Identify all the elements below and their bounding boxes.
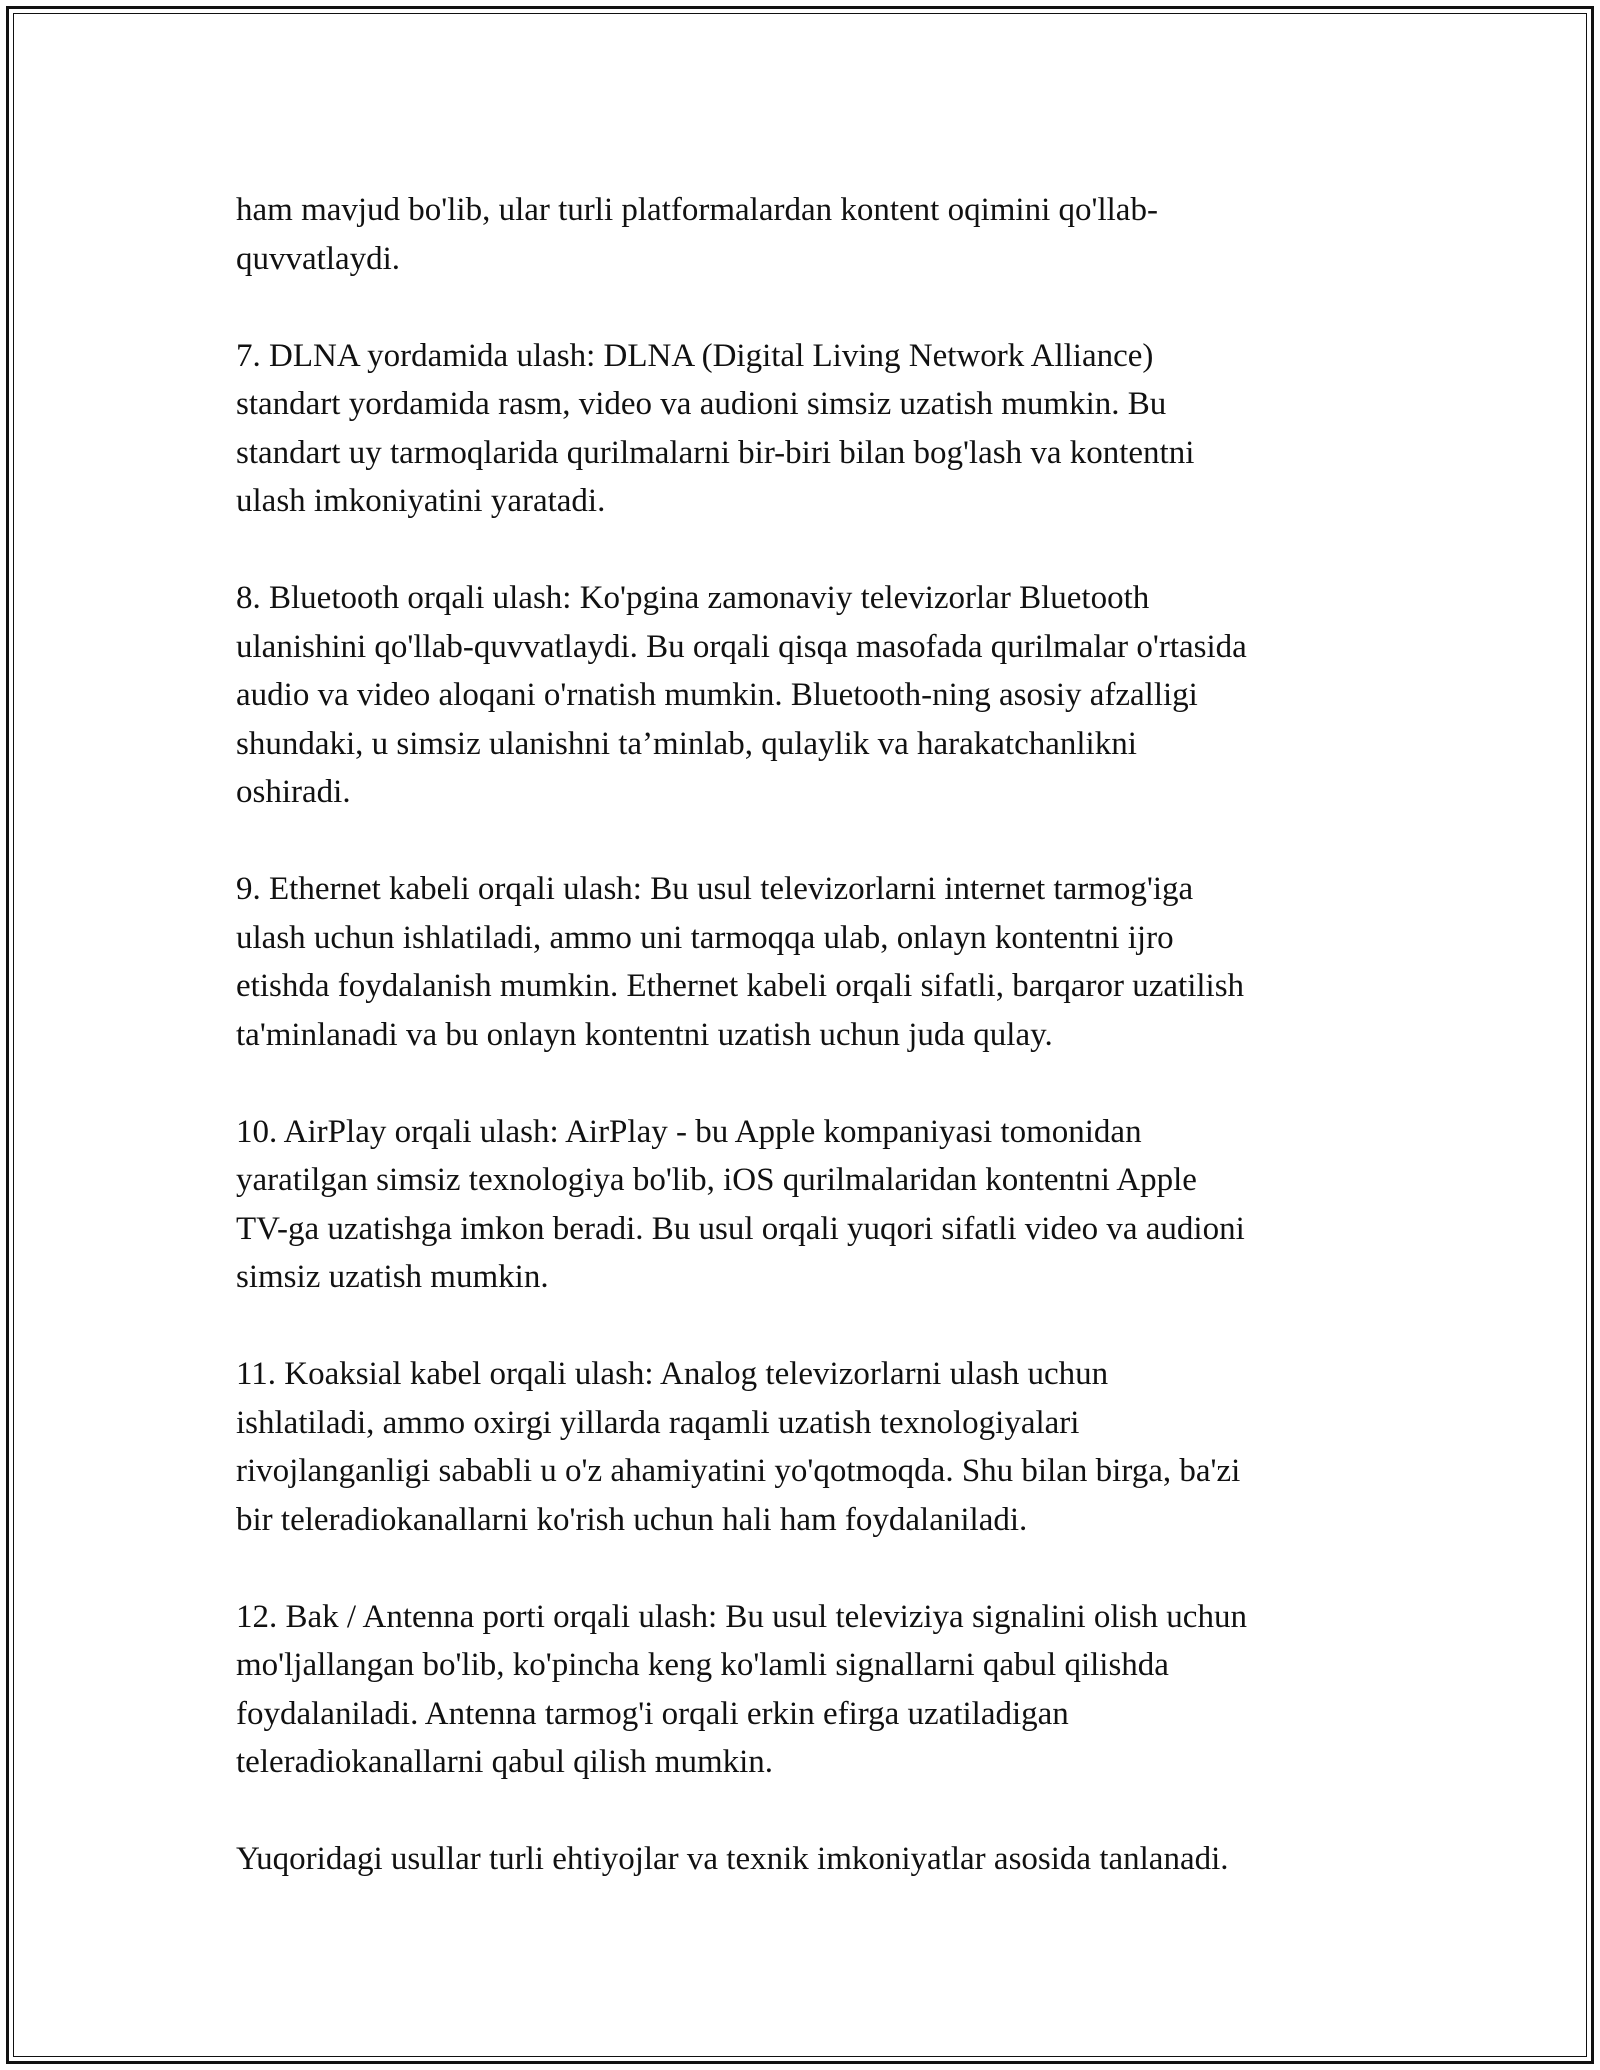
text-line: TV-ga uzatishga imkon beradi. Bu usul orqali yuqori sifatli video va audioni bbox=[236, 1210, 1245, 1247]
text-line: 8. Bluetooth orqali ulash: Ko'pgina zamonaviy televizorlar Bluetooth bbox=[236, 580, 1150, 616]
paragraph-airplay bbox=[236, 1108, 1386, 1302]
text-line: foydalaniladi. Antenna tarmog'i orqali erkin efirga uzatiladigan bbox=[236, 1695, 1069, 1732]
text-line: standart uy tarmoqlarida qurilmalarni bir-biri bilan bog'lash va kontentni bbox=[236, 434, 1195, 471]
text-line: 11. Koaksial kabel orqali ulash: Analog televizorlarni ulash uchun bbox=[236, 1356, 1109, 1392]
text-line: etishda foydalanish mumkin. Ethernet kabeli orqali sifatli, barqaror uzatilish bbox=[236, 968, 1245, 1004]
text-line: 9. Ethernet kabeli orqali ulash: Bu usul televizorlarni internet tarmog'iga bbox=[236, 871, 1194, 907]
text-line: audio va video aloqani o'rnatish mumkin. Bluetooth-ning asosiy afzalligi bbox=[236, 677, 1198, 713]
text-line: rivojlanganligi sababli u o'z ahamiyatini yo'qotmoqda. Shu bilan birga, ba'zi bbox=[236, 1453, 1241, 1489]
paragraph-bluetooth bbox=[236, 574, 1386, 817]
paragraph-dlna bbox=[236, 332, 1386, 526]
text-line: Yuqoridagi usullar turli ehtiyojlar va texnik imkoniyatlar asosida tanlanadi. bbox=[236, 1841, 1229, 1877]
text-line: bir teleradiokanallarni ko'rish uchun hali ham foydalaniladi. bbox=[236, 1501, 1028, 1538]
paragraph-ethernet bbox=[236, 865, 1386, 1059]
text-line: ta'minlanadi va bu onlayn kontentni uzatish uchun juda qulay. bbox=[236, 1016, 1053, 1053]
text-line: ulanishini qo'llab-quvvatlaydi. Bu orqali qisqa masofada qurilmalar o'rtasida bbox=[236, 628, 1247, 665]
document-body bbox=[236, 186, 1386, 1884]
text-line: ham mavjud bo'lib, ular turli platformalardan kontent oqimini qo'llab- bbox=[236, 192, 1158, 228]
text-line: oshiradi. bbox=[236, 774, 351, 810]
paragraph-continuation bbox=[236, 186, 1386, 283]
text-line: ishlatiladi, ammo oxirgi yillarda raqamli uzatish texnologiyalari bbox=[236, 1404, 1080, 1441]
text-line: simsiz uzatish mumkin. bbox=[236, 1259, 549, 1295]
text-line: ulash imkoniyatini yaratadi. bbox=[236, 483, 606, 519]
text-line: yaratilgan simsiz texnologiya bo'lib, iOS qurilmalaridan kontentni Apple bbox=[236, 1162, 1197, 1198]
text-line: shundaki, u simsiz ulanishni ta’minlab, qulaylik va harakatchanlikni bbox=[236, 725, 1137, 762]
text-line: 7. DLNA yordamida ulash: DLNA (Digital Living Network Alliance) bbox=[236, 337, 1154, 374]
text-line: ulash uchun ishlatiladi, ammo uni tarmoqqa ulab, onlayn kontentni ijro bbox=[236, 919, 1174, 956]
text-line: mo'ljallangan bo'lib, ko'pincha keng ko'lamli signallarni qabul qilishda bbox=[236, 1647, 1169, 1683]
text-line: 10. AirPlay orqali ulash: AirPlay - bu Apple kompaniyasi tomonidan bbox=[236, 1113, 1142, 1150]
text-line: standart yordamida rasm, video va audioni simsiz uzatish mumkin. Bu bbox=[236, 386, 1167, 422]
text-line: 12. Bak / Antenna porti orqali ulash: Bu usul televiziya signalini olish uchun bbox=[236, 1598, 1247, 1635]
text-line: teleradiokanallarni qabul qilish mumkin. bbox=[236, 1744, 774, 1780]
text-line: quvvatlaydi. bbox=[236, 240, 401, 277]
paragraph-antenna bbox=[236, 1593, 1386, 1787]
paragraph-conclusion bbox=[236, 1835, 1386, 1884]
paragraph-coaxial bbox=[236, 1350, 1386, 1544]
